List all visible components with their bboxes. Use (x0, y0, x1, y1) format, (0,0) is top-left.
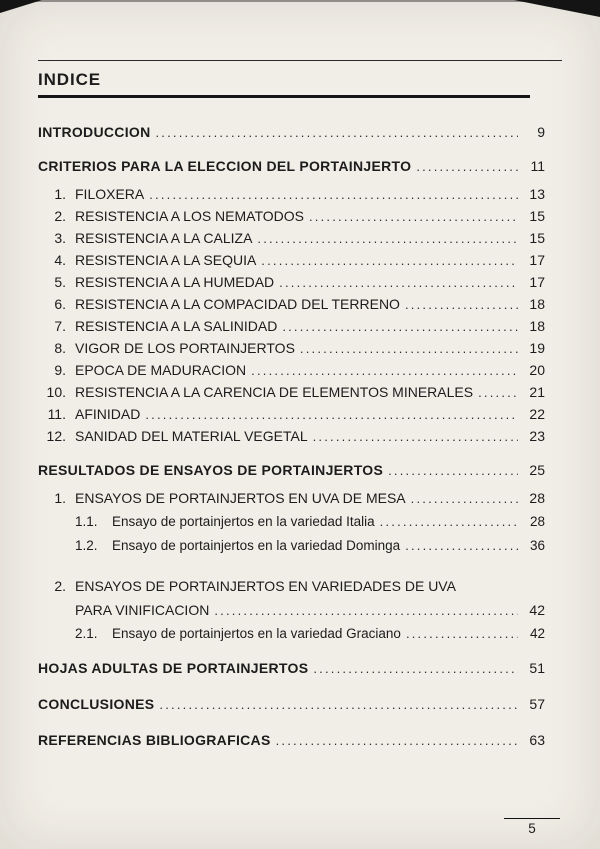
toc-entry-number: 8. (54, 340, 66, 356)
toc-entry-page: 20 (529, 362, 545, 378)
toc-entry (38, 487, 545, 509)
toc-entry-label: INTRODUCCION (38, 124, 151, 140)
toc-entry-number: 9. (54, 362, 66, 378)
toc-entry (38, 459, 545, 481)
footer-rule (504, 818, 560, 819)
toc-entry-number: 1.2. (75, 538, 98, 553)
toc-entry-page: 28 (529, 514, 545, 529)
dot-leader (405, 293, 518, 316)
dot-leader (313, 425, 518, 448)
toc-entry-number: 5. (54, 274, 66, 290)
toc-entry-number: 12. (46, 428, 66, 444)
page-content (38, 0, 562, 751)
toc-entry-page: 42 (529, 602, 545, 618)
toc-entry-page: 21 (529, 384, 545, 400)
toc-entry-page: 15 (529, 230, 545, 246)
toc-entry-label: RESISTENCIA A LA SEQUIA (75, 252, 257, 268)
toc-entry (38, 425, 545, 447)
toc-entry-page: 25 (529, 462, 545, 478)
toc-entry (38, 183, 545, 205)
toc-entry (38, 403, 545, 425)
toc-entry-label: ENSAYOS DE PORTAINJERTOS EN UVA DE MESA (75, 490, 406, 506)
title-underline (38, 95, 530, 98)
toc-entry-number: 7. (54, 318, 66, 334)
toc-entry-page: 42 (529, 626, 545, 641)
dot-leader (313, 657, 518, 680)
toc-entry-label: ENSAYOS DE PORTAINJERTOS EN VARIEDADES DE UVA (75, 578, 456, 594)
toc-entry (38, 657, 545, 679)
toc-entry (38, 271, 545, 293)
toc-entry-continuation (38, 599, 545, 621)
toc-entry-label: HOJAS ADULTAS DE PORTAINJERTOS (38, 660, 309, 676)
toc-entry-label: Ensayo de portainjertos en la variedad Dominga (112, 538, 401, 553)
dot-leader (388, 459, 518, 482)
toc-entry (38, 337, 545, 359)
toc-entry-label: CONCLUSIONES (38, 696, 155, 712)
toc-entry (38, 693, 545, 715)
toc-entry-page: 28 (529, 490, 545, 506)
toc-entry-label: RESISTENCIA A LA SALINIDAD (75, 318, 278, 334)
toc-entry-label: RESULTADOS DE ENSAYOS DE PORTAINJERTOS (38, 462, 384, 478)
dot-leader (261, 249, 518, 272)
toc-entry-number: 2. (54, 578, 66, 594)
toc-entry-page: 15 (529, 208, 545, 224)
toc-entry (38, 205, 545, 227)
scan-corner-mark-left (0, 0, 42, 13)
dot-leader (279, 271, 518, 294)
toc-entry (38, 227, 545, 249)
dot-leader (145, 403, 518, 426)
toc-entry-label: RESISTENCIA A LOS NEMATODOS (75, 208, 304, 224)
toc-entry (38, 511, 545, 533)
toc-entry (38, 249, 545, 271)
toc-entry (38, 121, 545, 143)
toc-entry-number: 6. (54, 296, 66, 312)
dot-leader (257, 227, 518, 250)
toc-entry-page: 13 (529, 186, 545, 202)
toc-entry-label: VIGOR DE LOS PORTAINJERTOS (75, 340, 295, 356)
dot-leader (411, 487, 518, 510)
toc-entry-label: EPOCA DE MADURACION (75, 362, 247, 378)
toc-entry-page: 11 (530, 158, 545, 174)
toc-entry (38, 359, 545, 381)
toc-entry-label: CRITERIOS PARA LA ELECCION DEL PORTAINJERTO (38, 158, 412, 174)
toc-entry-label: AFINIDAD (75, 406, 141, 422)
dot-leader (405, 535, 518, 557)
toc-entry-label: RESISTENCIA A LA CARENCIA DE ELEMENTOS MINERALES (75, 384, 474, 400)
toc-entry-label: REFERENCIAS BIBLIOGRAFICAS (38, 732, 271, 748)
toc-entry (38, 575, 545, 597)
toc-entry-number: 1. (54, 490, 66, 506)
page-title: INDICE (38, 70, 102, 89)
toc-entry (38, 381, 545, 403)
dot-leader (159, 693, 518, 716)
toc-entry-page: 22 (529, 406, 545, 422)
dot-leader (309, 205, 518, 228)
toc-entry-number: 3. (54, 230, 66, 246)
toc-entry-page: 19 (529, 340, 545, 356)
dot-leader (406, 623, 518, 645)
dot-leader (155, 121, 518, 144)
toc-entry-number: 4. (54, 252, 66, 268)
toc-entry (38, 535, 545, 557)
toc-entry-page: 57 (529, 696, 545, 712)
toc-entry-number: 2. (54, 208, 66, 224)
toc-entry-label: RESISTENCIA A LA CALIZA (75, 230, 253, 246)
toc-entry-label: Ensayo de portainjertos en la variedad Italia (112, 514, 375, 529)
toc-entry-number: 10. (46, 384, 66, 400)
table-of-contents (38, 121, 562, 751)
toc-entry-page: 17 (529, 252, 545, 268)
toc-entry-number: 2.1. (75, 626, 98, 641)
toc-entry-page: 51 (529, 660, 545, 676)
dot-leader (214, 599, 518, 622)
toc-entry-page: 9 (537, 124, 545, 140)
toc-entry-label: SANIDAD DEL MATERIAL VEGETAL (75, 428, 308, 444)
toc-entry-label: FILOXERA (75, 186, 145, 202)
toc-entry-number: 1.1. (75, 514, 98, 529)
toc-entry-page: 36 (529, 538, 545, 553)
toc-entry (38, 293, 545, 315)
dot-leader (251, 359, 518, 382)
toc-entry-number: 11. (47, 406, 66, 422)
dot-leader (380, 511, 518, 533)
page-number: 5 (528, 821, 536, 836)
dot-leader (276, 729, 518, 752)
toc-entry-number: 1. (54, 186, 66, 202)
toc-entry-page: 18 (529, 318, 545, 334)
dot-leader (149, 183, 518, 206)
toc-entry (38, 623, 545, 645)
toc-entry-label: Ensayo de portainjertos en la variedad Graciano (112, 626, 401, 641)
toc-entry (38, 315, 545, 337)
header-rule (38, 60, 562, 61)
dot-leader (478, 381, 518, 404)
toc-entry (38, 729, 545, 751)
toc-entry-page: 23 (529, 428, 545, 444)
dot-leader (416, 155, 518, 178)
toc-entry-label: RESISTENCIA A LA COMPACIDAD DEL TERRENO (75, 296, 400, 312)
toc-entry-page: 18 (529, 296, 545, 312)
toc-entry-page: 63 (529, 732, 545, 748)
toc-entry-label: PARA VINIFICACION (75, 602, 210, 618)
page-footer (504, 818, 560, 836)
toc-entry-page: 17 (529, 274, 545, 290)
dot-leader (300, 337, 518, 360)
dot-leader (282, 315, 518, 338)
toc-entry (38, 155, 545, 177)
toc-entry-label: RESISTENCIA A LA HUMEDAD (75, 274, 275, 290)
